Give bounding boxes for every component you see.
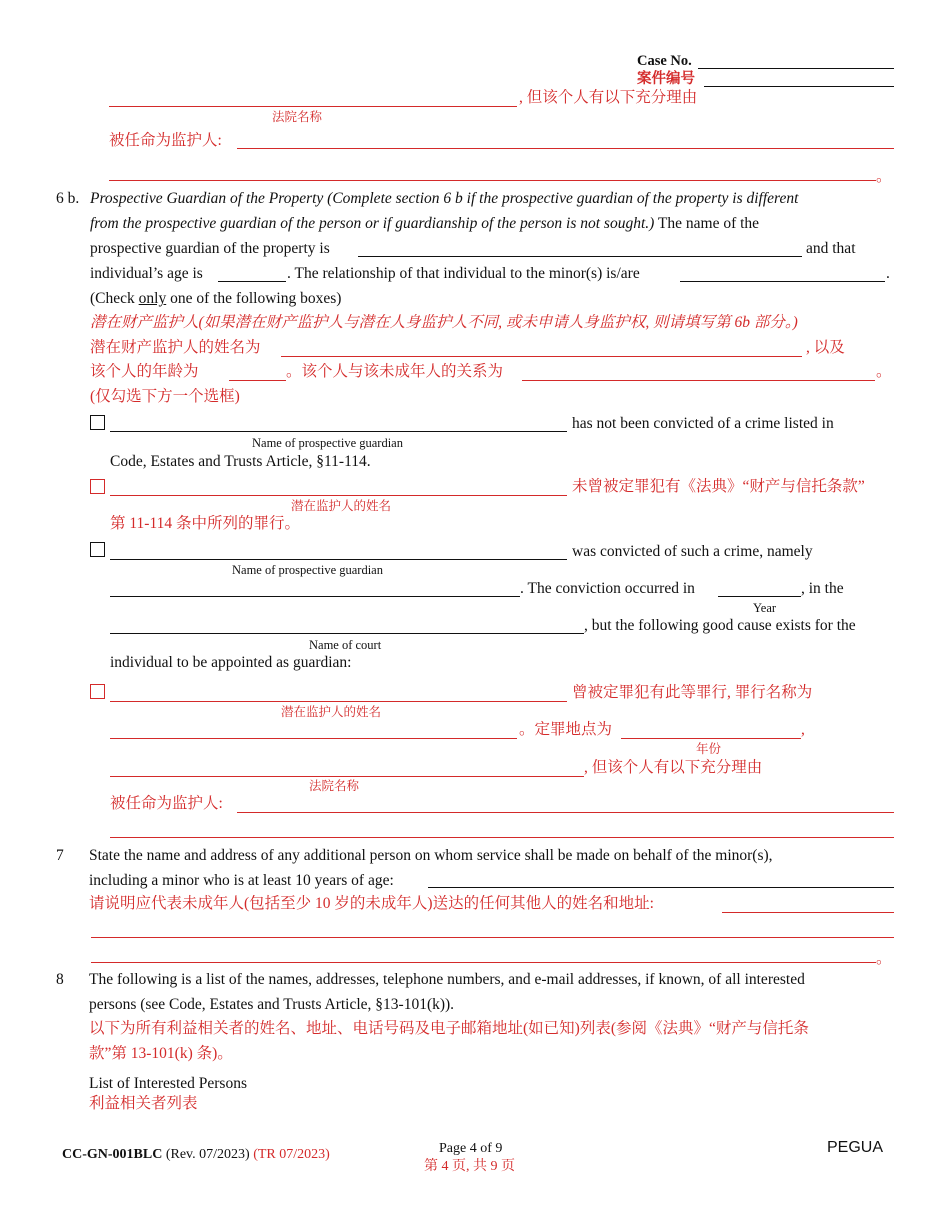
option2-text-zh: 曾被定罪犯有此等罪行, 罪行名称为 bbox=[572, 684, 813, 701]
option-not-convicted-checkbox[interactable] bbox=[90, 415, 105, 430]
court-name-caption: Name of court bbox=[309, 638, 382, 652]
additional-person-field-zh-3[interactable] bbox=[91, 962, 876, 963]
relationship-label: . The relationship of that individual to the minor(s) is/are bbox=[287, 265, 640, 282]
check-instruction-pre: (Check bbox=[90, 290, 135, 307]
section-7-number: 7 bbox=[56, 847, 64, 864]
option2-caption: Name of prospective guardian bbox=[232, 563, 383, 577]
section-8-zh-line1: 以下为所有利益相关者的姓名、地址、电话号码及电子邮箱地址(如已知)列表(参阅《法典》“财产与信托条 bbox=[89, 1020, 809, 1037]
case-no-field-zh[interactable] bbox=[704, 86, 894, 87]
option1-line2-zh: 第 11-114 条中所列的罪行。 bbox=[110, 515, 301, 532]
case-no-label-zh: 案件编号 bbox=[637, 71, 695, 87]
footer-form-id bbox=[62, 1146, 330, 1164]
court-caption-zh: 法院名称 bbox=[272, 110, 323, 124]
option1-name-field[interactable] bbox=[110, 431, 567, 432]
interested-persons-title-zh: 利益相关者列表 bbox=[89, 1095, 198, 1112]
conviction-comma-zh: , bbox=[801, 721, 805, 738]
conviction-inthe-text: , in the bbox=[801, 580, 844, 597]
section-6b-title-line1: Prospective Guardian of the Property (Complete section 6 b if the prospective guardian of the property is different bbox=[90, 190, 799, 207]
guardian-age-field[interactable] bbox=[218, 281, 286, 282]
guardian-name-prefix: prospective guardian of the property is bbox=[90, 240, 330, 257]
section-7-line2: including a minor who is at least 10 years of age: bbox=[89, 872, 394, 889]
form-tr: (TR 07/2023) bbox=[253, 1147, 330, 1162]
conviction-occurred-text: . The conviction occurred in bbox=[520, 580, 695, 597]
check-instruction-only: only bbox=[138, 290, 167, 307]
relationship-field[interactable] bbox=[680, 281, 885, 282]
guardian-name-suffix-zh: , 以及 bbox=[806, 339, 845, 356]
option1-text: has not been convicted of a crime listed in bbox=[572, 415, 834, 432]
good-cause-text-zh: , 但该个人有以下充分理由 bbox=[584, 759, 763, 776]
crime-name-field-zh[interactable] bbox=[110, 738, 517, 739]
case-no-field[interactable] bbox=[698, 68, 894, 69]
section-8-zh-line2: 款”第 13-101(k) 条)。 bbox=[89, 1045, 233, 1062]
option1-line2: Code, Estates and Trusts Article, §11-114. bbox=[110, 453, 371, 470]
option2-caption-zh: 潜在监护人的姓名 bbox=[281, 705, 382, 719]
conviction-court-field[interactable] bbox=[110, 633, 584, 634]
court-name-field-zh[interactable] bbox=[109, 106, 517, 107]
court-suffix-zh: , 但该个人有以下充分理由 bbox=[519, 89, 698, 106]
section-8-number: 8 bbox=[56, 971, 64, 988]
end-mark: 。 bbox=[876, 168, 892, 185]
option1-caption: Name of prospective guardian bbox=[252, 436, 403, 450]
section-8-line1: The following is a list of the names, addresses, telephone numbers, and e-mail addresses, if known, of all interested bbox=[89, 971, 805, 988]
guardian-name-field[interactable] bbox=[358, 256, 802, 257]
relationship-end-zh: 。 bbox=[876, 363, 892, 380]
check-instruction-post: one of the following boxes) bbox=[170, 290, 342, 307]
conviction-year-field-zh[interactable] bbox=[621, 738, 801, 739]
guardian-age-prefix: individual’s age is bbox=[90, 265, 203, 282]
option2-text: was convicted of such a crime, namely bbox=[572, 543, 813, 560]
page-number-zh: 第 4 页, 共 9 页 bbox=[424, 1159, 515, 1174]
conviction-year-caption-zh: 年份 bbox=[696, 742, 722, 756]
section-6b-title-line2-tail: The name of the bbox=[657, 215, 760, 232]
conviction-place-zh: 。定罪地点为 bbox=[519, 721, 613, 738]
section-6b-number: 6 b. bbox=[56, 190, 80, 207]
relationship-field-zh[interactable] bbox=[522, 380, 875, 381]
guardian-age-field-zh[interactable] bbox=[229, 380, 286, 381]
form-id: CC-GN-001BLC bbox=[62, 1147, 163, 1162]
section-6b-title-line2 bbox=[90, 215, 759, 233]
additional-person-field-zh-1[interactable] bbox=[722, 912, 894, 913]
option2-name-field-zh[interactable] bbox=[110, 701, 567, 702]
conviction-year-caption: Year bbox=[753, 601, 777, 615]
section-6b-title-zh: 潜在财产监护人(如果潜在财产监护人与潜在人身监护人不同, 或未申请人身监护权, 则请填写第 6b 部分。) bbox=[90, 314, 798, 331]
additional-person-field[interactable] bbox=[428, 887, 894, 888]
page-number: Page 4 of 9 bbox=[439, 1141, 503, 1156]
case-no-label: Case No. bbox=[637, 53, 692, 69]
appointed-label-zh: 被任命为监护人: bbox=[109, 132, 222, 149]
appointed-label-zh-2: 被任命为监护人: bbox=[110, 795, 223, 812]
crime-name-field[interactable] bbox=[110, 596, 520, 597]
section-8-line2: persons (see Code, Estates and Trusts Article, §13-101(k)). bbox=[89, 996, 455, 1013]
section-7-line1: State the name and address of any additional person on whom service shall be made on behalf of the minor(s), bbox=[89, 847, 773, 864]
interested-persons-title: List of Interested Persons bbox=[89, 1075, 247, 1092]
good-cause-field-zh-4[interactable] bbox=[110, 837, 894, 838]
option1-text-zh: 未曾被定罪犯有《法典》“财产与信托条款” bbox=[572, 478, 865, 495]
option2-line4: individual to be appointed as guardian: bbox=[110, 654, 352, 671]
additional-person-field-zh-2[interactable] bbox=[91, 937, 894, 938]
guardian-name-field-zh[interactable] bbox=[281, 356, 802, 357]
court-name-caption-zh: 法院名称 bbox=[309, 779, 360, 793]
language-code: PEGUA bbox=[827, 1139, 884, 1156]
guardian-name-suffix: and that bbox=[806, 240, 856, 257]
guardian-age-prefix-zh: 该个人的年龄为 bbox=[90, 363, 199, 380]
section-6b-title-line2-italic: from the prospective guardian of the person or if guardianship of the person is not sought.) bbox=[90, 215, 655, 232]
relationship-label-zh: 。该个人与该未成年人的关系为 bbox=[286, 363, 504, 380]
relationship-end: . bbox=[886, 265, 890, 282]
conviction-year-field[interactable] bbox=[718, 596, 801, 597]
good-cause-field-zh-3[interactable] bbox=[237, 812, 894, 813]
option-convicted-checkbox[interactable] bbox=[90, 542, 105, 557]
option-convicted-checkbox-zh[interactable] bbox=[90, 684, 105, 699]
check-instruction-zh: (仅勾选下方一个选框) bbox=[90, 388, 240, 405]
section-7-zh: 请说明应代表未成年人(包括至少 10 岁的未成年人)送达的任何其他人的姓名和地址: bbox=[89, 895, 654, 912]
good-cause-field-zh-2[interactable] bbox=[109, 180, 876, 181]
good-cause-text: , but the following good cause exists for the bbox=[584, 617, 856, 634]
form-rev: (Rev. 07/2023) bbox=[165, 1147, 250, 1162]
guardian-name-prefix-zh: 潜在财产监护人的姓名为 bbox=[90, 339, 261, 356]
option-not-convicted-checkbox-zh[interactable] bbox=[90, 479, 105, 494]
option2-name-field[interactable] bbox=[110, 559, 567, 560]
check-instruction bbox=[90, 290, 341, 308]
option1-name-field-zh[interactable] bbox=[110, 495, 567, 496]
section-7-end-mark: 。 bbox=[876, 950, 892, 967]
good-cause-field-zh-1[interactable] bbox=[237, 148, 894, 149]
option1-caption-zh: 潜在监护人的姓名 bbox=[291, 499, 392, 513]
